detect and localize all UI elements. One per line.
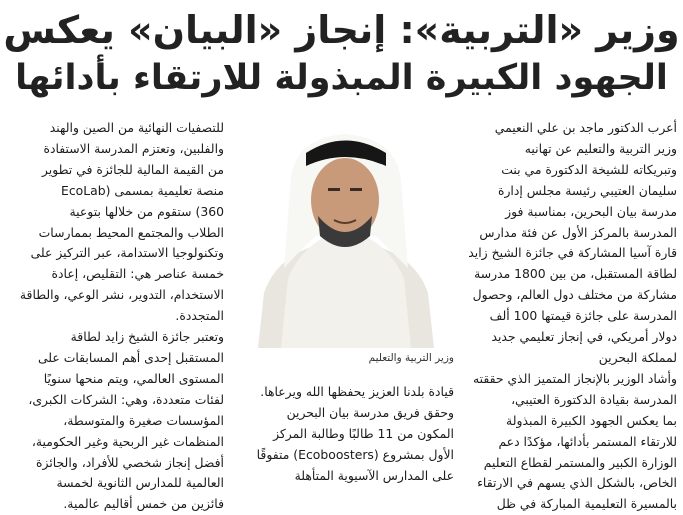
text-line: مشاركة من مختلف دول العالم، وحصول <box>472 287 677 303</box>
text-line: لطاقة المستقبل، من بين 1800 مدرسة <box>474 266 677 282</box>
text-line: الطلاب والمجتمع المحيط بممارسات <box>38 224 224 240</box>
text-line: والفلبين، وتعتزم المدرسة الاستفادة <box>43 140 224 156</box>
text-line: للتصفيات النهائية من الصين والهند <box>49 120 224 135</box>
text-line: وحقق فريق مدرسة بيان البحرين <box>286 404 454 420</box>
text-line: بالمسيرة التعليمية المباركة في ظل <box>496 496 677 512</box>
text-line: بما يعكس الجهود الكبيرة المبذولة <box>506 412 677 428</box>
headline-line-2: الجهود الكبيرة المبذولة للارتقاء بأدائها <box>15 58 668 98</box>
text-line: المدرسة بالمركز الأول عن فئة مدارس <box>479 224 677 240</box>
article-column-right <box>462 118 677 515</box>
text-line: الخاص، بالشكل الذي يسهم في الارتقاء <box>477 475 677 491</box>
text-line: سليمان العتيبي رئيسة مجلس إدارة <box>497 182 677 198</box>
text-line: وزير التربية والتعليم عن تهانيه <box>524 140 677 156</box>
text-line: المدرسة على جائزة قيمتها 100 ألف <box>489 308 677 324</box>
text-line: دولار أمريكي، في إنجاز تعليمي جديد <box>491 329 677 345</box>
text-line: المستقبل إحدى أهم المسابقات على <box>37 349 224 365</box>
text-line: لمملكة البحرين <box>598 349 677 365</box>
text-line: المتجددة. <box>175 308 224 324</box>
minister-photo <box>236 118 454 348</box>
text-line: وأشاد الوزير بالإنجاز المتميز الذي حققته <box>472 370 677 386</box>
text-line: على المدارس الآسيوية المتأهلة <box>294 467 454 483</box>
text-line: قيادة بلدنا العزيز يحفظها الله ويرعاها. <box>260 384 454 399</box>
text-line: الوزارة الكبير والمستمر لقطاع التعليم <box>483 454 677 470</box>
text-line: المنظمات غير الربحية وغير الحكومية، <box>31 433 224 449</box>
text-line: المدرسة بقيادة الدكتورة العتيبي، <box>511 391 677 407</box>
text-line: المكون من 11 طالبًا وطالبة المركز <box>273 425 454 441</box>
text-line: منصة تعليمية بمسمى (EcoLab <box>61 182 224 198</box>
headline <box>0 6 683 102</box>
text-line: الاستخدام، التدوير، نشر الوعي، والطاقة <box>19 287 224 303</box>
text-line: أفضل إنجاز شخصي للأفراد، والجائزة <box>36 454 224 470</box>
article-column-left <box>6 118 224 515</box>
photo-caption: وزير التربية والتعليم <box>368 352 454 364</box>
text-line: قارة آسيا المشاركة في جائزة الشيخ زايد <box>468 245 677 261</box>
text-line: مدرسة بيان البحرين، بمناسبة فوز <box>505 203 677 219</box>
text-line: الأول بمشروع (Ecoboosters) متفوقًا <box>256 446 454 462</box>
text-line: فائزين من خمس أقاليم عالمية. <box>63 496 224 512</box>
text-line: وتعتبر جائزة الشيخ زايد لطاقة <box>70 329 224 345</box>
text-line: المؤسسات صغيرة والمتوسطة، <box>63 412 224 428</box>
text-line: وتبريكاته للشيخة الدكتورة مي بنت <box>501 161 677 177</box>
text-line: للارتقاء المستمر بأدائها، مؤكدًا دعم <box>498 433 677 449</box>
text-line: لفئات متعددة، وهي: الشركات الكبرى، <box>28 391 224 407</box>
text-line: العالمية للمدارس الثانوية لخمسة <box>56 475 224 491</box>
headline-line-1: وزير «التربية»: إنجاز «البيان» يعكس <box>3 8 680 52</box>
text-line: أعرب الدكتور ماجد بن علي النعيمي <box>494 120 677 135</box>
text-line: وتكنولوجيا الاستدامة، عبر التركيز على <box>30 245 224 261</box>
text-line: خمسة عناصر هي: التقليص، إعادة <box>51 266 224 282</box>
portrait-illustration <box>236 118 454 348</box>
text-line: من القيمة المالية للجائزة في تطوير <box>41 161 224 177</box>
article-column-middle <box>236 382 454 487</box>
text-line: 360) ستقوم من خلالها بتوعية <box>69 203 224 219</box>
text-line: المستوى العالمي، ويتم منحها سنويًا <box>43 370 224 386</box>
